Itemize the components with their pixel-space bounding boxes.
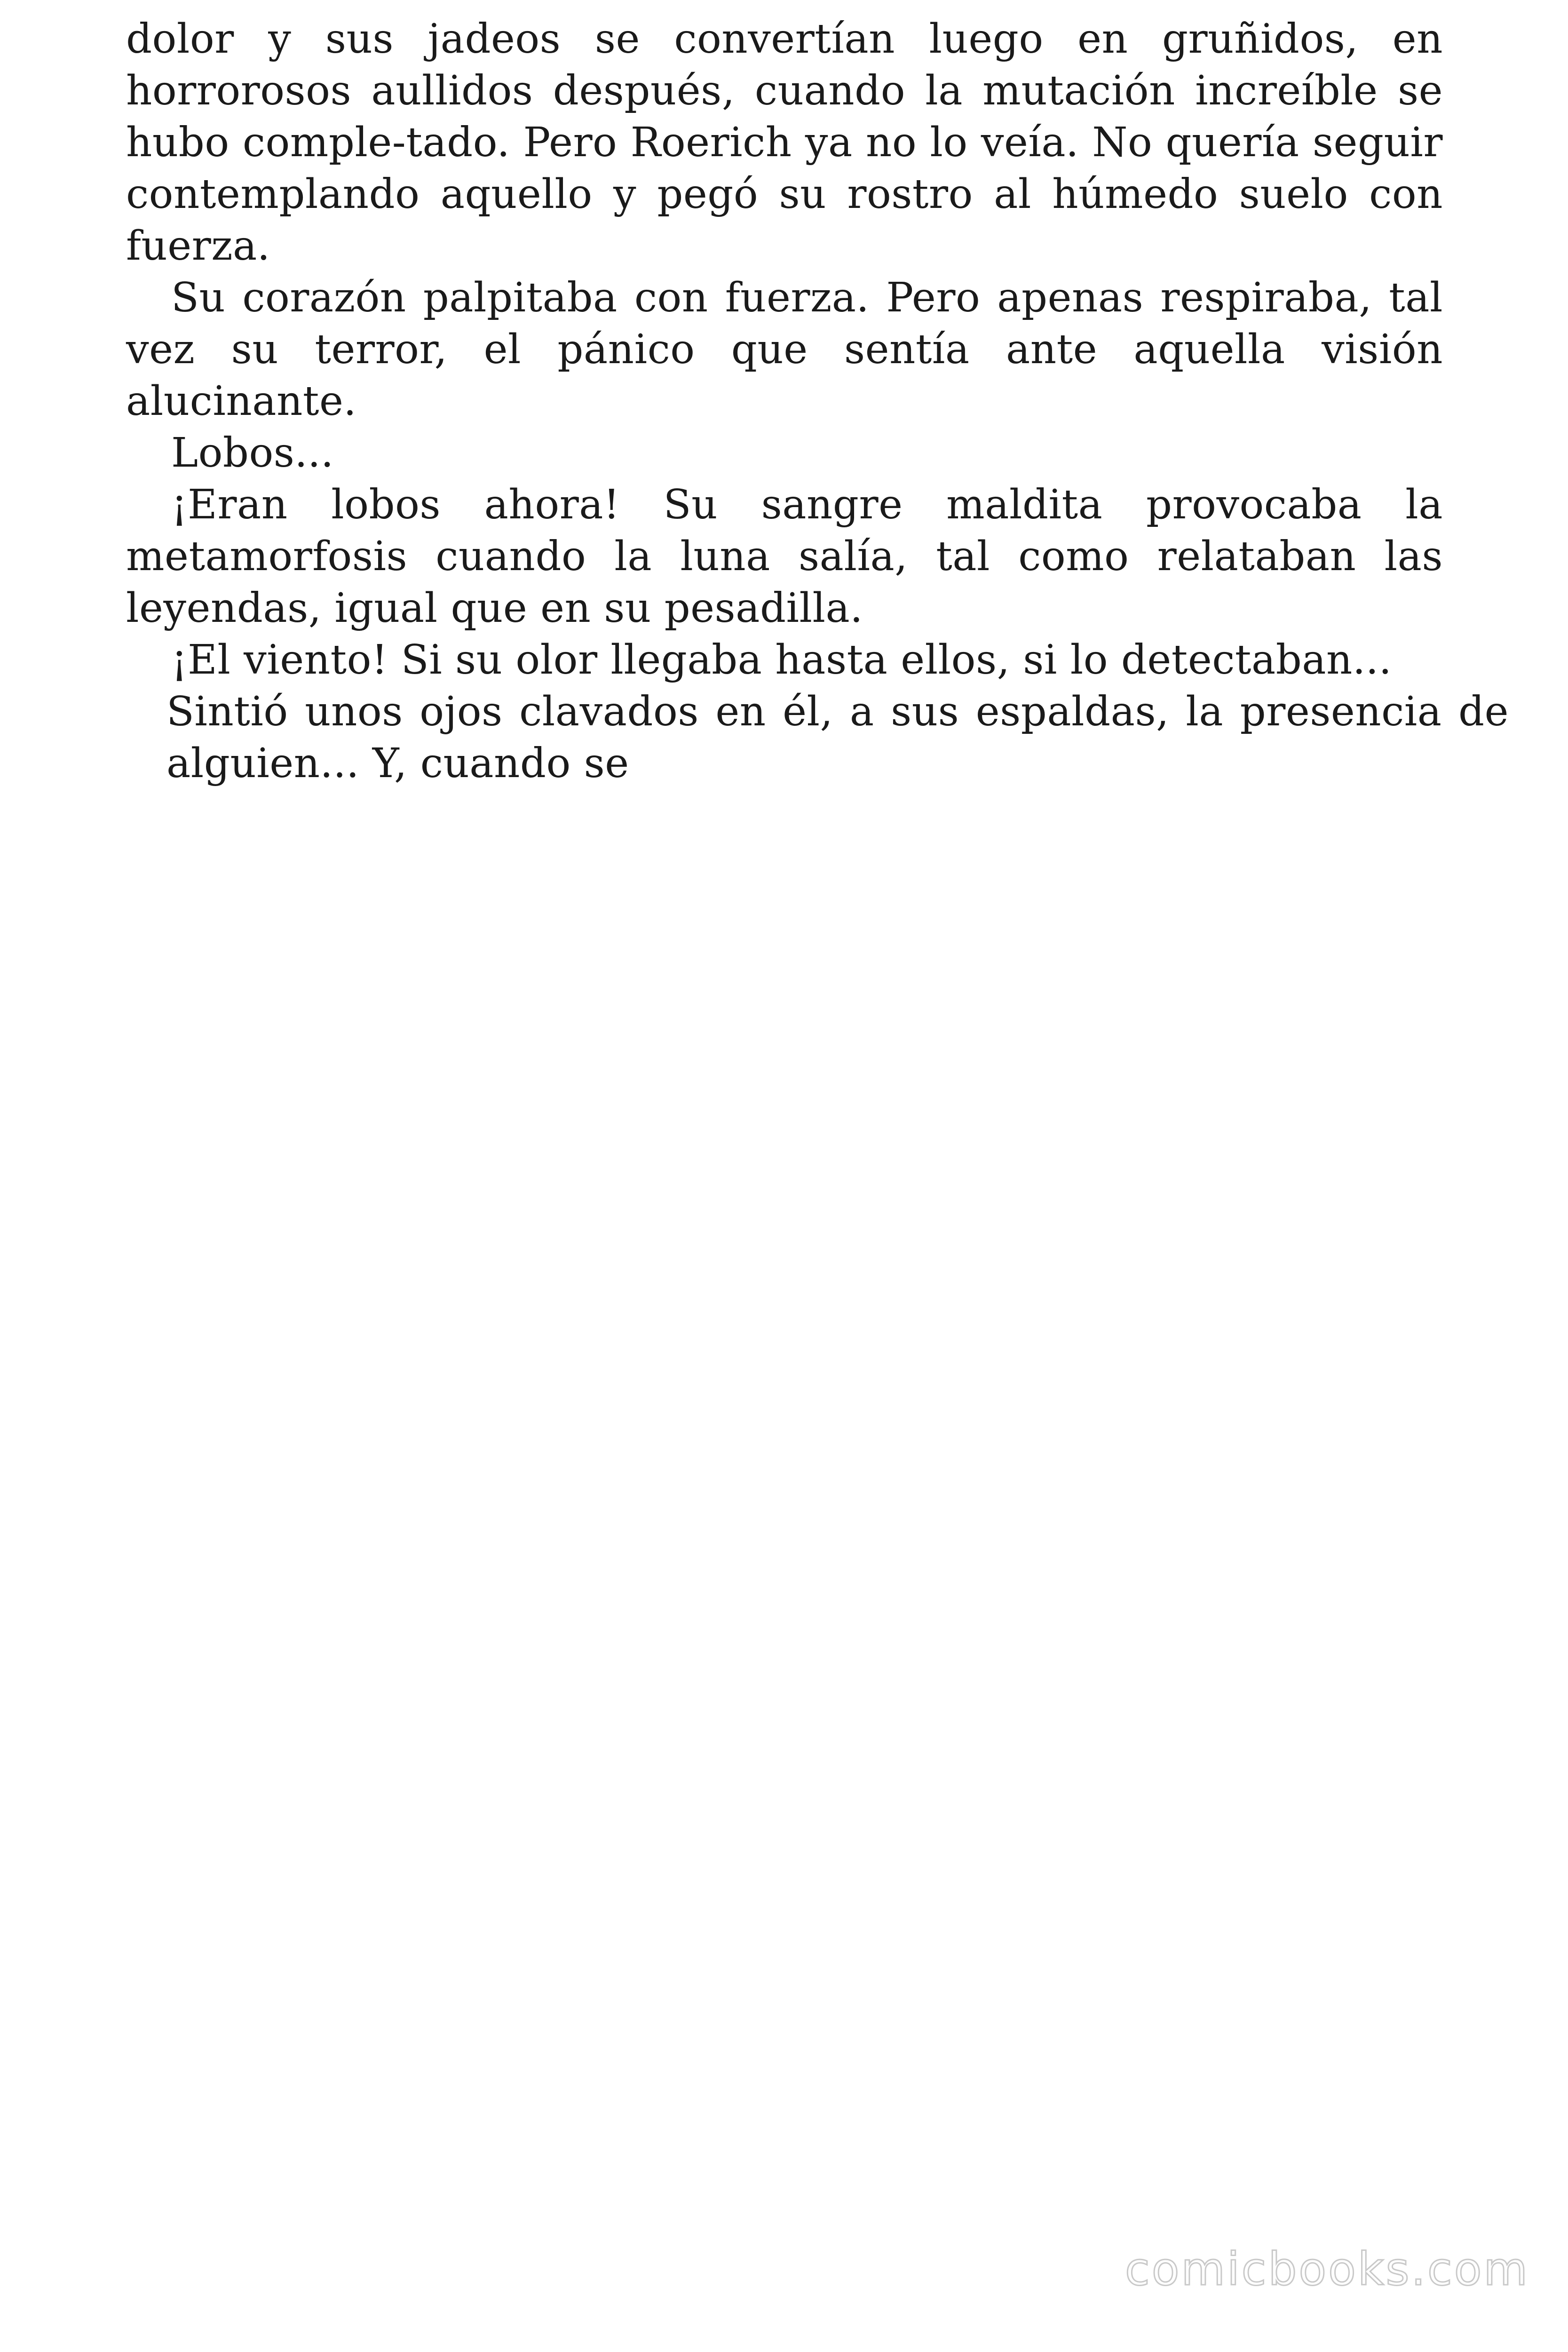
paragraph-2: Su corazón palpitaba con fuerza. Pero apenas respiraba, tal vez su terror, el pánico que sentía ante aquella visión alucinante. — [126, 274, 1443, 425]
paragraph-4: ¡Eran lobos ahora! Su sangre maldita provocaba la metamorfosis cuando la luna salía, tal como relataban las leyendas, igual que en su pesadilla. — [126, 481, 1443, 632]
paragraph-6: Sintió unos ojos clavados en él, a sus espaldas, la presencia de alguien... Y, cuando se — [166, 688, 1509, 787]
body-text — [126, 13, 1509, 789]
paragraph-5: ¡El viento! Si su olor llegaba hasta ellos, si lo detectaban... — [171, 636, 1392, 683]
paragraph-1: dolor y sus jadeos se convertían luego en gruñidos, en horrorosos aullidos después, cuando la mutación increíble se hubo comple-tado. Pero Roerich ya no lo veía. No quería seguir contemplando aquello y pegó su rostro al húmedo suelo con fuerza. — [126, 16, 1443, 270]
paragraph-3: Lobos... — [171, 429, 334, 477]
site-watermark: comicbooks.com — [1125, 2243, 1529, 2296]
